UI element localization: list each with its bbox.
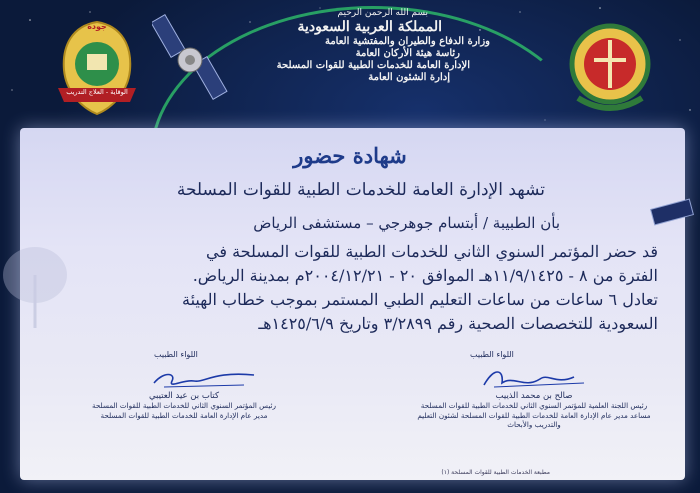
- certificate-title: شهادة حضور: [293, 143, 407, 168]
- signer-title-2: مساعد مدير عام الإدارة العامة للخدمات الطبية للقوات المسلحة لشئون التعليم والتدريب والأبحاث: [417, 410, 651, 430]
- signer-rank: اللواء الطبيب: [470, 350, 514, 359]
- signature-right: [408, 350, 660, 430]
- signer-title-1: رئيس اللجنة العلمية للمؤتمر السنوي الثاني للخدمات الطبية للقوات المسلحة: [420, 401, 648, 410]
- ministry-line: وزارة الدفاع والطيران والمفتشية العامة: [324, 35, 490, 47]
- handwritten-signature-left: [94, 361, 274, 391]
- testifies-line: تشهد الإدارة العامة للخدمات الطبية للقوات المسلحة: [176, 180, 545, 200]
- medical-services-line: الإدارة العامة للخدمات الطبية للقوات المسلحة: [276, 59, 470, 71]
- emblem-top-text: جودة: [87, 22, 107, 31]
- attended-line: قد حضر المؤتمر السنوي الثاني للخدمات الطبية للقوات المسلحة في: [206, 242, 658, 261]
- signer-name: صالح بن محمد الذييب: [495, 391, 573, 401]
- signature-left: [64, 350, 304, 420]
- authority-reference-line: السعودية للتخصصات الصحية رقم ٣/٢٨٩٩ وتاريخ ١٤٢٥/٦/٩هـ: [258, 314, 658, 333]
- chief-of-staff-line: رئاسة هيئة الأركان العامة: [355, 47, 460, 59]
- emblem-ribbon-text: الوقاية - العلاج التدريب: [66, 88, 128, 96]
- signer-title-1: رئيس المؤتمر السنوي الثاني للخدمات الطبية للقوات المسلحة: [92, 401, 276, 410]
- recipient-line: بأن الطبيبة / أبتسام جوهرجي – مستشفى الرياض: [253, 214, 560, 232]
- handwritten-signature-right: [444, 361, 624, 391]
- quality-emblem: [54, 18, 140, 118]
- printer-note: مطبعة الخدمات الطبية للقوات المسلحة (١): [441, 469, 550, 476]
- cme-hours-line: تعادل ٦ ساعات من ساعات التعليم الطبي المستمر بموجب خطاب الهيئة: [182, 290, 658, 309]
- armed-forces-medical-emblem: [564, 20, 656, 120]
- satellite-right-illustration: [640, 190, 700, 240]
- basmala: بسم الله الرحمن الرحيم: [337, 8, 428, 18]
- satellite-dish-watermark: [0, 240, 70, 330]
- kingdom-name: المملكة العربية السعودية: [297, 18, 442, 35]
- signer-rank: اللواء الطبيب: [154, 350, 198, 359]
- satellite-illustration: [152, 8, 232, 118]
- signer-name: كتاب بن عيد العتيبي: [148, 391, 220, 401]
- public-affairs-line: إدارة الشئون العامة: [368, 71, 450, 83]
- period-line: الفترة من ٨ - ١١/٩/١٤٢٥هـ الموافق ٢٠ - ٢٠٠٤/١٢/٢١م بمدينة الرياض.: [192, 266, 658, 285]
- signer-title-2: مدير عام الإدارة العامة للخدمات الطبية للقوات المسلحة: [100, 410, 268, 420]
